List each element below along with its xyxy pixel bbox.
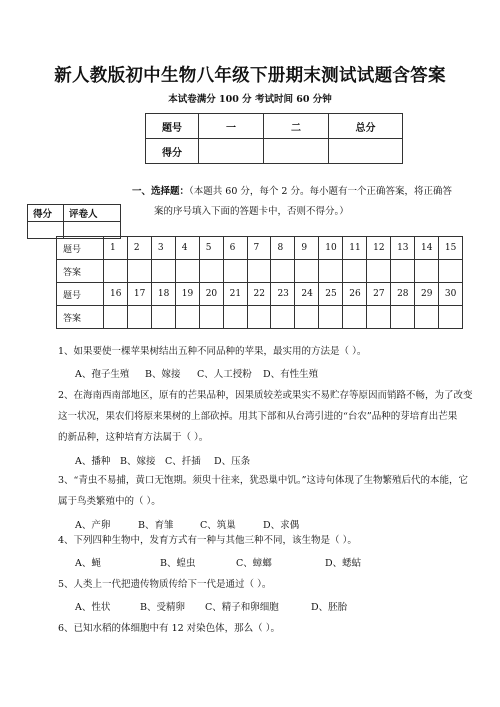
grid-answer-cell [319,260,343,283]
score-header-total: 总分 [329,114,403,139]
grid-answer-cell [414,260,438,283]
grid-answer-cell [175,306,199,329]
option: C、人工授粉 [197,369,252,380]
option: B、蝗虫 [160,558,196,569]
grid-answer-cell [295,260,319,283]
grid-label: 题号 [57,237,104,260]
grid-question-number: 23 [271,283,295,306]
grid-answer-cell [367,260,391,283]
section-heading [132,182,452,222]
score-cell [329,139,403,164]
exam-info: 本试卷满分 100 分 考试时间 60 分钟 [168,94,332,105]
grid-question-number: 28 [391,283,415,306]
score-row-label: 得分 [146,139,199,164]
grid-label: 题号 [57,283,104,306]
grid-answer-cell [151,260,175,283]
grid-question-number: 14 [414,237,438,260]
score-cell [264,139,329,164]
grid-answer-cell [247,260,271,283]
grid-answer-cell [175,260,199,283]
grid-answer-cell [367,306,391,329]
score-header-number: 题号 [146,114,199,139]
grid-question-number: 1 [104,237,128,260]
answer-grid-answer-row [57,260,463,283]
question-6: 6、已知水稻的体细胞中有 12 对染色体，那么（ ）。 [58,623,280,634]
grid-question-number: 12 [367,237,391,260]
score-cell [199,139,264,164]
grid-question-number: 19 [175,283,199,306]
grid-answer-cell [414,306,438,329]
grid-label: 答案 [57,306,104,329]
grid-answer-cell [391,306,415,329]
grid-question-number: 16 [104,283,128,306]
answer-grid [56,236,463,329]
grid-question-number: 29 [414,283,438,306]
section-title: 一、选择题： [132,186,190,197]
grid-answer-cell [127,260,151,283]
question-5: 5、人类上一代把遗传物质传给下一代是通过（ ）。 [58,579,272,590]
score-header-part2: 二 [264,114,329,139]
grid-answer-cell [343,260,367,283]
grid-question-number: 27 [367,283,391,306]
grader-score-label: 得分 [28,205,64,222]
grid-answer-cell [223,306,247,329]
grid-answer-cell [104,260,128,283]
grid-question-number: 4 [175,237,199,260]
option: D、求偶 [263,520,300,531]
grid-question-number: 22 [247,283,271,306]
grid-question-number: 20 [199,283,223,306]
grid-answer-cell [127,306,151,329]
grid-question-number: 21 [223,283,247,306]
option: A、性状 [75,602,111,613]
grid-question-number: 25 [319,283,343,306]
question-1-options [0,363,500,383]
option: C、精子和卵细胞 [205,602,279,613]
question-2-options [0,450,500,470]
grid-question-number: 30 [438,283,462,306]
option: B、受精卵 [140,602,185,613]
option: B、育雏 [138,520,174,531]
grid-answer-cell [104,306,128,329]
option: A、蝇 [75,558,101,569]
grid-question-number: 13 [391,237,415,260]
question-text-line: 这一状况，果农们将原来果树的上部砍掉。用其下部和从台湾引进的“台农”品种的芽培育出芒果 [58,411,458,422]
question-4: 4、下列四种生物中，发育方式有一种与其他三种不同，该生物是（ ）。 [58,535,357,546]
option: B、嫁接 [145,369,181,380]
grid-question-number: 9 [295,237,319,260]
option: C、筑巢 [200,520,236,531]
option: A、孢子生殖 [75,369,130,380]
option: D、有性生殖 [263,369,319,380]
section-instructions-1: （本题共 60 分，每个 2 分。每小题有一个正确答案，将正确答 [189,186,452,197]
answer-grid-answer-row [57,306,463,329]
grid-question-number: 11 [343,237,367,260]
option: D、胚胎 [311,602,348,613]
grid-question-number: 24 [295,283,319,306]
grid-answer-cell [295,306,319,329]
grid-question-number: 26 [343,283,367,306]
grid-answer-cell [223,260,247,283]
question-5-options [0,596,500,616]
grid-answer-cell [438,260,462,283]
answer-grid-number-row [57,283,463,306]
question-text-line: 的新品种，这种培育方法属于（ ）。 [58,432,209,443]
document-title: 新人教版初中生物八年级下册期末测试试题含答案 [54,66,446,86]
section-instructions-2: 案的序号填入下面的答题卡中，否则不得分。） [154,206,349,217]
grid-answer-cell [438,306,462,329]
grid-label: 答案 [57,260,104,283]
grader-name-label: 评卷人 [64,205,121,222]
score-header-part1: 一 [199,114,264,139]
grid-question-number: 10 [319,237,343,260]
score-table [145,113,403,164]
grid-question-number: 17 [127,283,151,306]
grid-question-number: 7 [247,237,271,260]
grid-answer-cell [319,306,343,329]
option: B、嫁接 [120,456,156,467]
grid-answer-cell [199,306,223,329]
grid-question-number: 18 [151,283,175,306]
grid-answer-cell [199,260,223,283]
question-text-line: 属于鸟类繁殖中的（ ）。 [58,496,161,507]
option: C、扦插 [165,456,201,467]
question-2 [58,385,473,448]
option: D、压条 [214,456,251,467]
option: D、蟋蛄 [325,558,362,569]
grid-answer-cell [271,306,295,329]
grid-answer-cell [247,306,271,329]
grid-question-number: 8 [271,237,295,260]
option: A、产卵 [75,520,111,531]
question-1: 1、如果要使一棵苹果树结出五种不同品种的苹果，最实用的方法是（ ）。 [58,346,367,357]
grid-question-number: 15 [438,237,462,260]
option: A、播种 [75,456,111,467]
question-text-line: 2、在海南西南部地区，原有的芒果品种，因果质较差或果实不易贮存等原因而销路不畅，为了改变 [58,390,473,401]
grid-answer-cell [391,260,415,283]
grid-answer-cell [271,260,295,283]
question-4-options [0,552,500,572]
grid-question-number: 3 [151,237,175,260]
answer-grid-number-row [57,237,463,260]
grid-question-number: 6 [223,237,247,260]
grid-answer-cell [343,306,367,329]
grid-answer-cell [151,306,175,329]
question-text-line: 3、“青虫不易捕，黄口无饱期。须臾十往来，犹恐巢中饥。”这诗句体现了生物繁殖后代的本能，它 [58,475,469,486]
option: C、蟑螂 [236,558,272,569]
grid-question-number: 5 [199,237,223,260]
grader-table [27,204,121,239]
grid-question-number: 2 [127,237,151,260]
question-3 [58,470,469,512]
